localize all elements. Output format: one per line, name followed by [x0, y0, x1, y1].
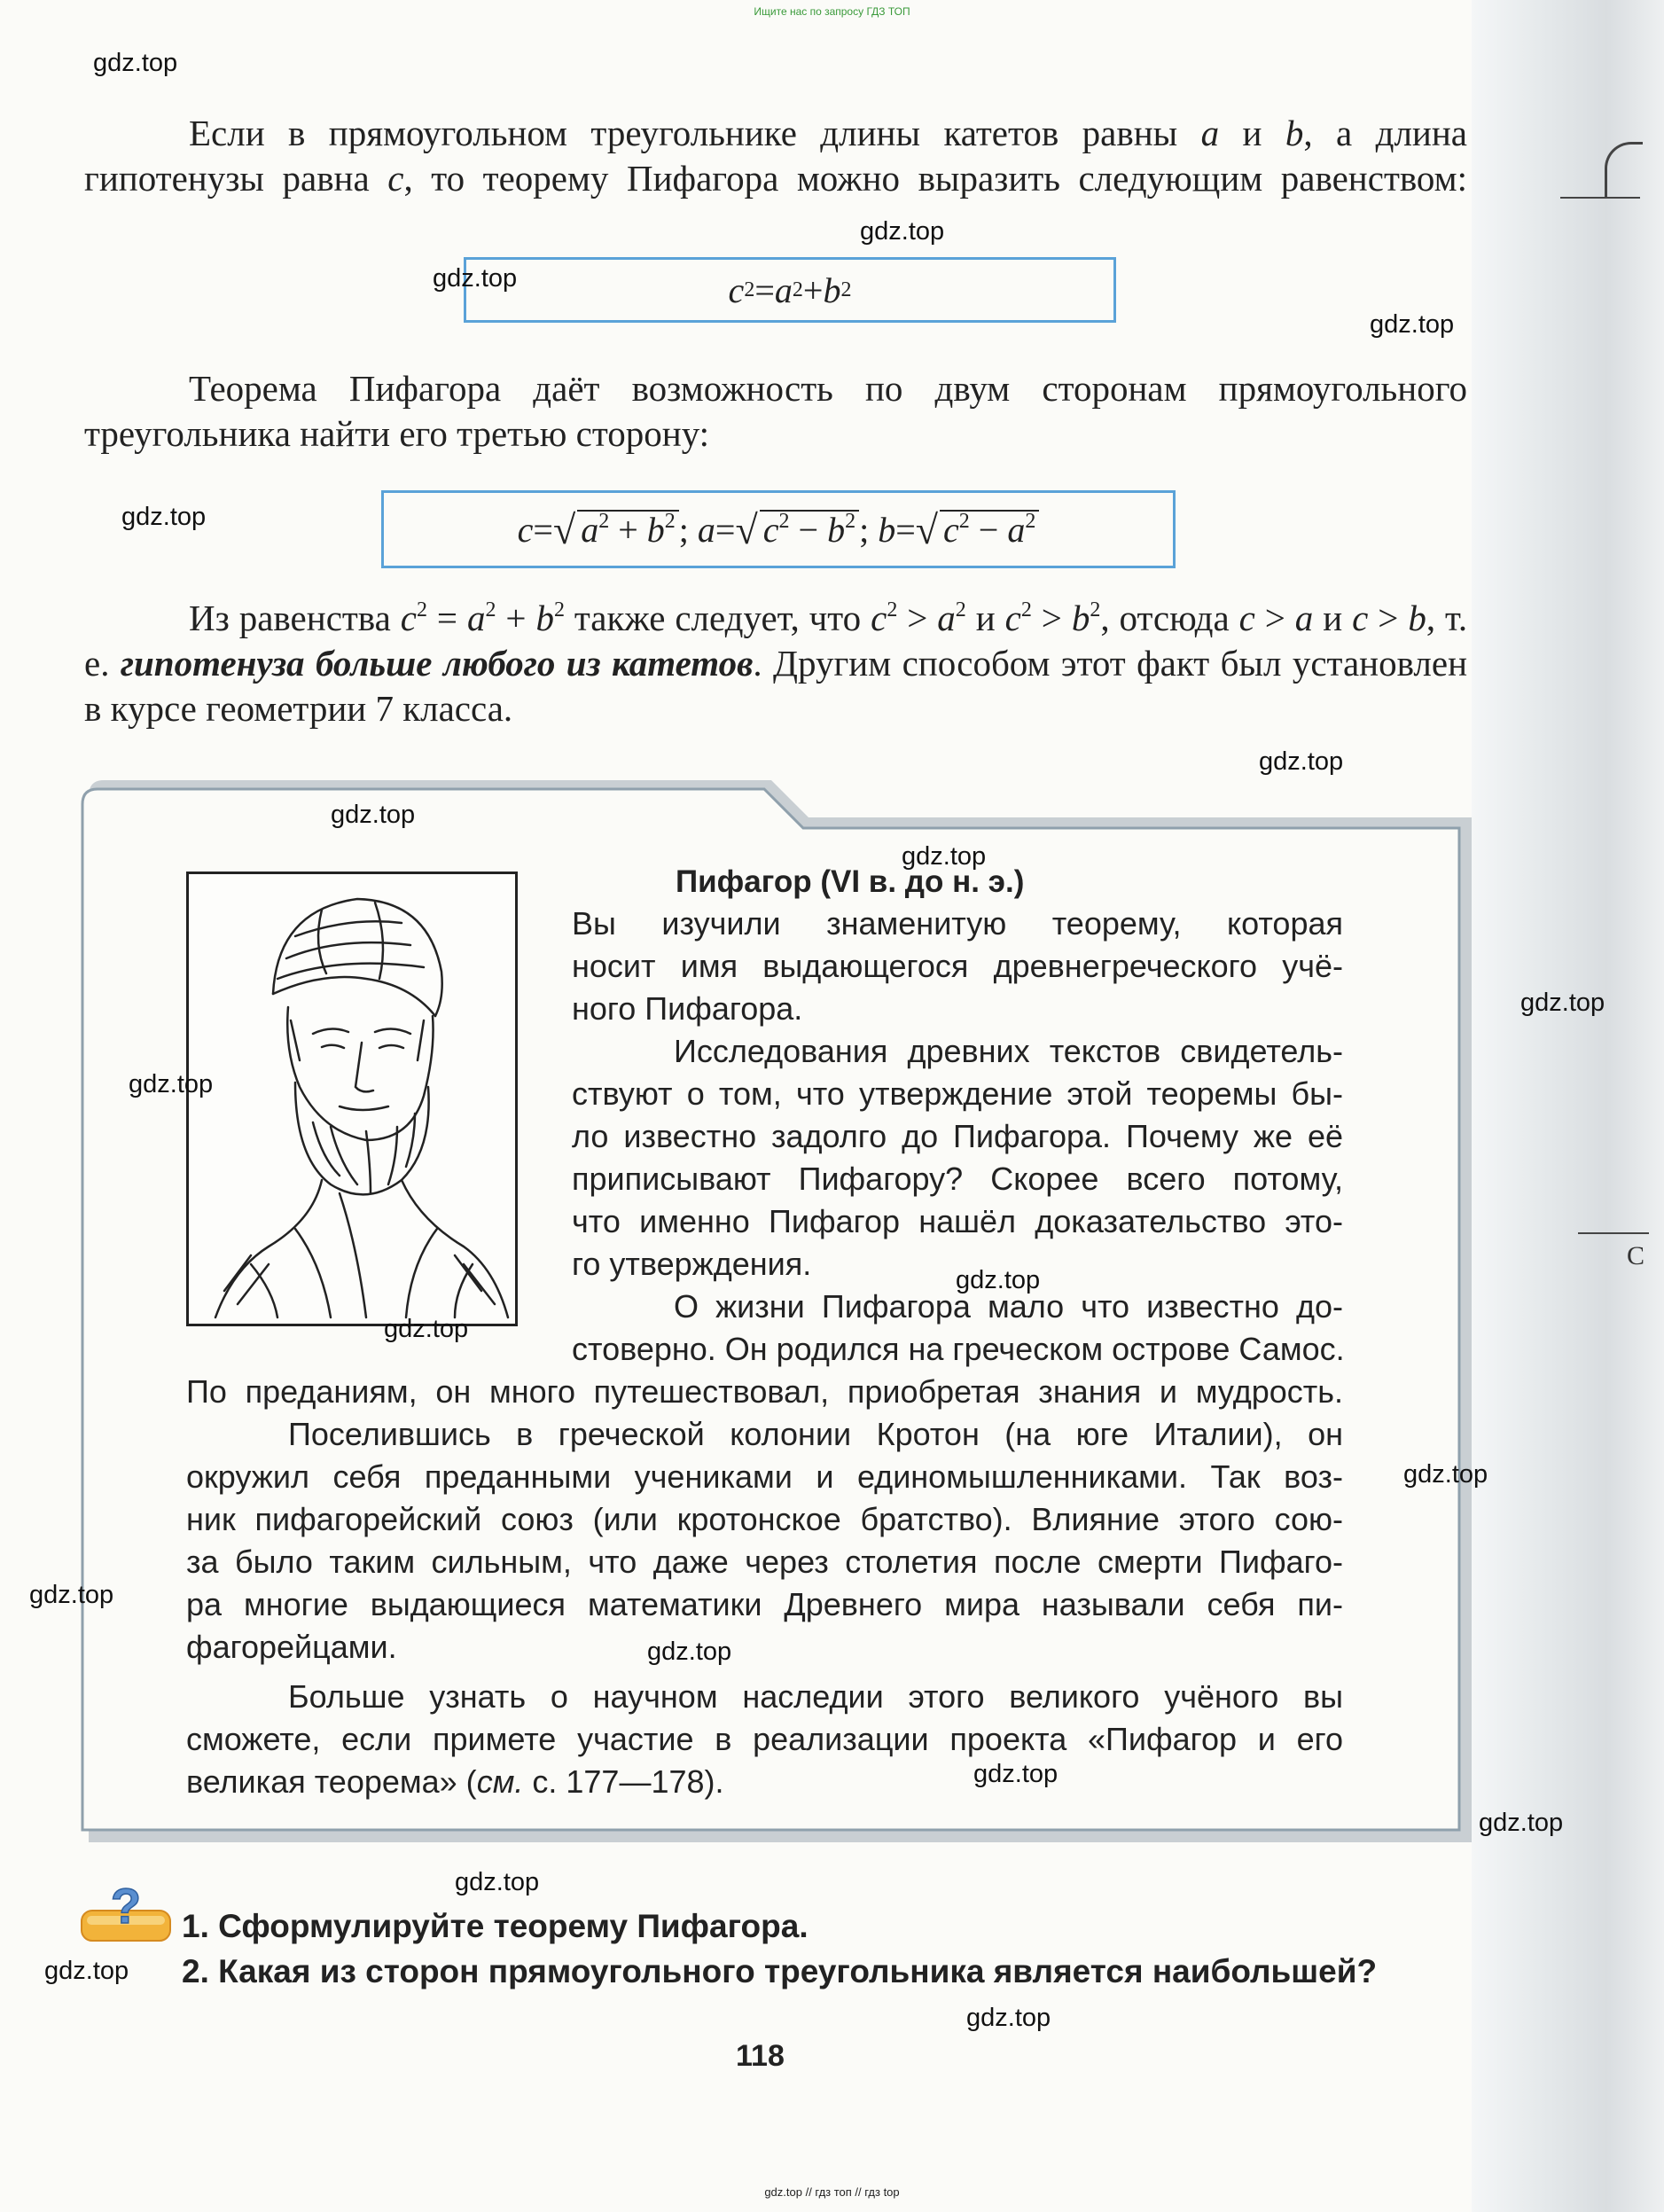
watermark: gdz.top — [121, 503, 207, 531]
watermark: gdz.top — [956, 1266, 1041, 1294]
question-2: 2. Какая из сторон прямоугольного треугольника является наибольшей? — [182, 1953, 1378, 1989]
biography-line: го утверждения. — [572, 1246, 812, 1282]
intro-paragraph: Если в прямоугольном треугольнике длины катетов равны a и b, а длина гипотенузы равна c, то теорему Пифагора можно выразить следующим равенством: — [84, 113, 1468, 199]
biography-line: сможете, если примете участие в реализации проекта «Пифагор и его — [186, 1721, 1343, 1757]
biography-line: ник пифагорейский союз (или кротонское братство). Влияние этого сою- — [186, 1501, 1343, 1537]
watermark: gdz.top — [860, 217, 945, 246]
watermark: gdz.top — [93, 49, 178, 77]
biography-line: что именно Пифагор нашёл доказательство это- — [572, 1203, 1343, 1239]
biography-line: ло известно задолго до Пифагора. Почему же её — [572, 1118, 1343, 1154]
biography-line: Больше узнать о научном наследии этого великого учёного вы — [288, 1678, 1343, 1715]
biography-line: окружил себя преданными учениками и единомышленниками. Так воз- — [186, 1458, 1343, 1495]
biography-line: приписывают Пифагору? Скорее всего потому, — [572, 1161, 1343, 1197]
biography-line: Поселившись в греческой колонии Кротон (на юге Италии), он — [288, 1416, 1343, 1452]
watermark: gdz.top — [1370, 310, 1455, 339]
biography-line: ра многие выдающиеся математики Древнего мира называли себя пи- — [186, 1586, 1343, 1622]
question-1: 1. Сформулируйте теорему Пифагора. — [182, 1908, 809, 1944]
biography-line: По преданиям, он много путешествовал, приобретая знания и мудрость. — [186, 1373, 1343, 1410]
watermark: gdz.top — [1259, 747, 1344, 776]
watermark: gdz.top — [29, 1581, 114, 1609]
side-formulas-box: c = √ $a^2 + b^2$ ; a = √ $c^2 - b^2$ ; b = √ $c^2 - a^2$ — [381, 490, 1176, 568]
bottom-banner: gdz.top // гдз топ // гдз top — [764, 2185, 900, 2199]
watermark: gdz.top — [433, 264, 518, 293]
biography-line: ствуют о том, что утверждение этой теоремы бы- — [572, 1075, 1343, 1112]
hypotenuse-paragraph: Из равенства $c^2 = a^2 + b^2$ также следует, что $c^2 > a^2$ и $c^2 > b^2$, отсюда c > a и c > b, т. е. гипотенуза больше любого из катетов. Другим способом этот факт был установлен в курсе геометрии 7 класса. — [84, 598, 1468, 729]
watermark: gdz.top — [1403, 1460, 1488, 1489]
page-number: 118 — [736, 2039, 785, 2073]
top-banner: Ищите нас по запросу ГДЗ ТОП — [754, 5, 910, 18]
biography-line: за было таким сильным, что даже через столетия после смерти Пифаго- — [186, 1544, 1343, 1580]
portrait-engraving — [189, 874, 515, 1324]
watermark: gdz.top — [966, 2004, 1051, 2032]
watermark: gdz.top — [1479, 1809, 1564, 1837]
biography-line: носит имя выдающегося древнегреческого учё- — [572, 948, 1343, 984]
question-icon — [78, 1884, 174, 1944]
watermark: gdz.top — [129, 1070, 214, 1098]
svg-text:?: ? — [110, 1884, 142, 1934]
watermark: gdz.top — [44, 1957, 129, 1985]
watermark: gdz.top — [455, 1868, 540, 1896]
watermark: gdz.top — [902, 842, 987, 871]
partial-figure-letter: C — [1627, 1241, 1645, 1270]
watermark: gdz.top — [973, 1760, 1059, 1788]
watermark: gdz.top — [647, 1638, 732, 1666]
pythagoras-formula-box: c 2 = a 2 + b 2 — [464, 257, 1116, 323]
watermark: gdz.top — [1520, 989, 1605, 1017]
watermark: gdz.top — [331, 801, 416, 829]
biography-line: Вы изучили знаменитую теорему, которая — [572, 905, 1343, 942]
theorem-usage-paragraph: Теорема Пифагора даёт возможность по двум сторонам прямоугольного треугольника найти его третью сторону: — [84, 368, 1467, 454]
biography-line: О жизни Пифагора мало что известно до- — [674, 1288, 1343, 1325]
biography-line: Исследования древних текстов свидетель- — [674, 1033, 1343, 1069]
watermark: gdz.top — [384, 1315, 469, 1343]
biography-line: фагорейцами. — [186, 1629, 397, 1665]
biography-title: Пифагор (VI в. до н. э.) — [676, 864, 1025, 899]
pythagoras-portrait — [186, 872, 518, 1326]
biography-line: ного Пифагора. — [572, 990, 803, 1027]
biography-line: стоверно. Он родился на греческом острове Самос. — [572, 1331, 1345, 1367]
biography-line: великая теорема» (см. с. 177—178). — [186, 1763, 724, 1800]
